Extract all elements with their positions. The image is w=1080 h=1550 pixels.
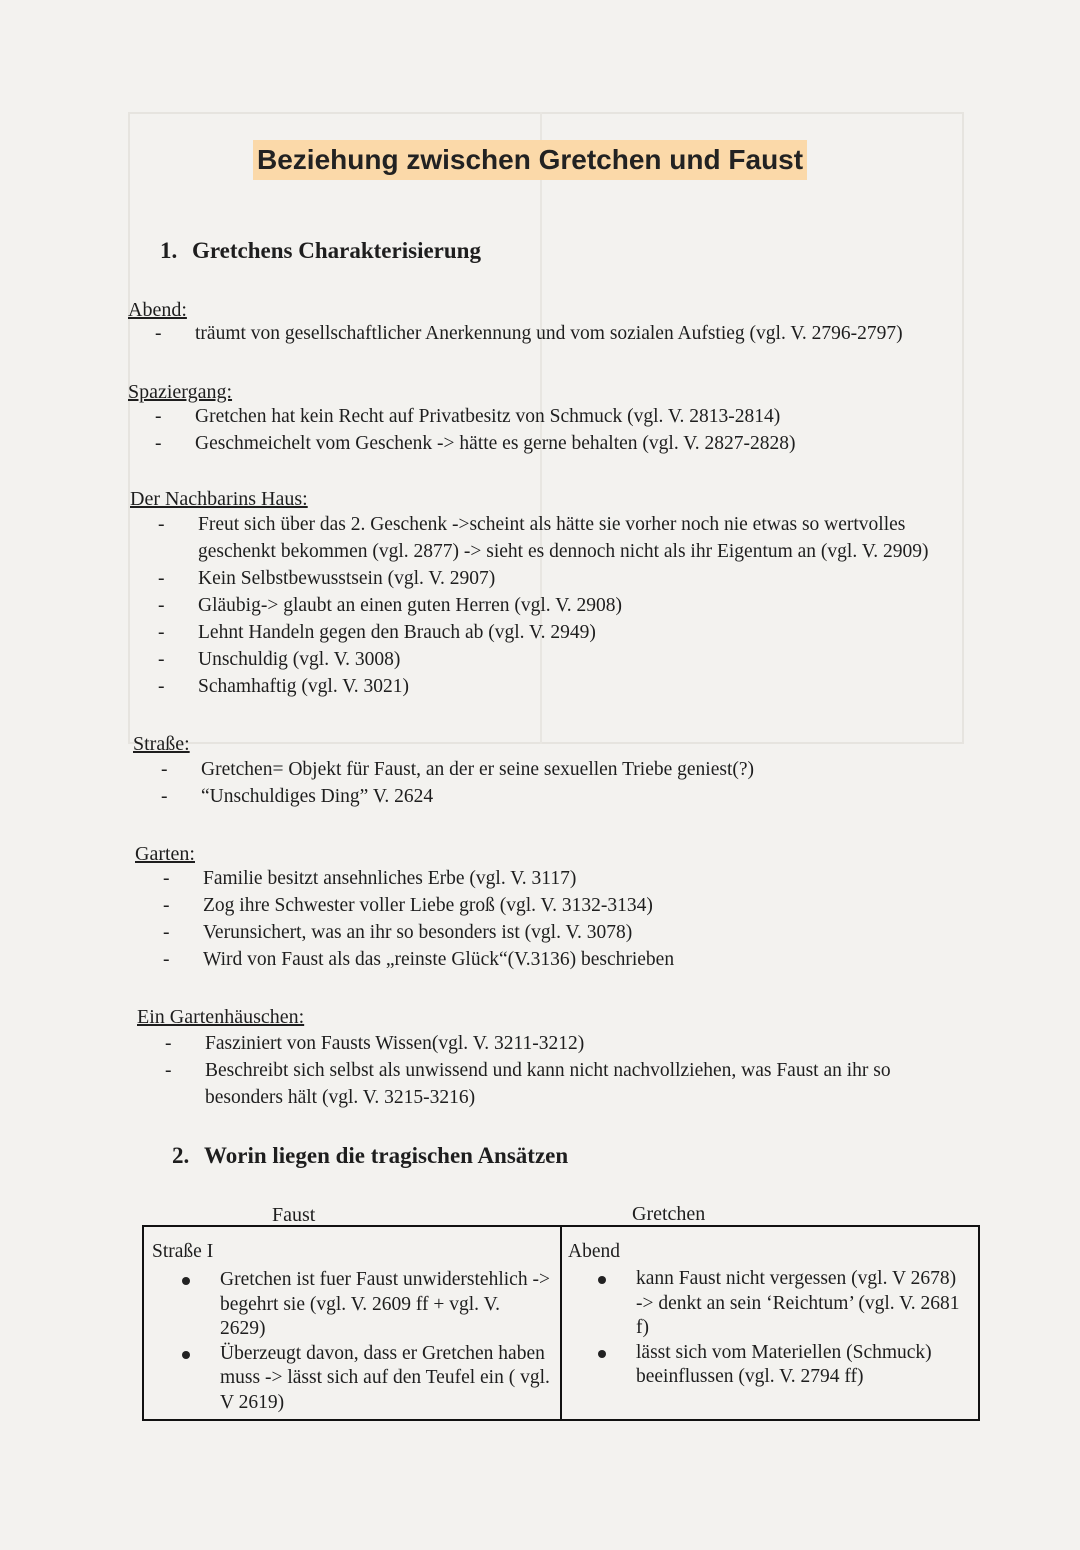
list-item: kann Faust nicht vergessen (vgl. V 2678) -> denkt an sein ‘Reichtum’ (vgl. V. 2681 f): [596, 1267, 966, 1341]
comparison-table: [142, 1225, 980, 1421]
group-list-gartenhaeuschen: [165, 1030, 935, 1111]
cell-list: [180, 1268, 550, 1415]
group-list-garten: [163, 865, 963, 973]
group-label-nachbarins-haus: Der Nachbarins Haus:: [130, 488, 308, 510]
group-list-strasse: [161, 756, 961, 810]
list-item: lässt sich vom Materiellen (Schmuck) beeinflussen (vgl. V. 2794 ff): [596, 1341, 966, 1390]
list-item: - Lehnt Handeln gegen den Brauch ab (vgl. V. 2949): [158, 619, 958, 646]
list-item: - Gläubig-> glaubt an einen guten Herren (vgl. V. 2908): [158, 592, 958, 619]
group-list-spaziergang: [155, 403, 975, 457]
group-label-abend: Abend:: [128, 299, 187, 321]
cell-title: Straße I: [152, 1241, 214, 1262]
list-item: - “Unschuldiges Ding” V. 2624: [161, 783, 961, 810]
list-item: - Kein Selbstbewusstsein (vgl. V. 2907): [158, 565, 958, 592]
column-label-faust: Faust: [272, 1204, 316, 1226]
section-2-heading: [172, 1143, 568, 1169]
list-item: - Freut sich über das 2. Geschenk ->scheint als hätte sie vorher noch nie etwas so wertvolles geschenkt bekommen (vgl. 2877) -> sieht es dennoch nicht als ihr Eigentum an (vgl. V. 2909): [158, 511, 958, 565]
list-item: - Verunsichert, was an ihr so besonders ist (vgl. V. 3078): [163, 919, 963, 946]
column-label-gretchen: Gretchen: [632, 1203, 706, 1225]
section-1-title: Gretchens Charakterisierung: [192, 238, 481, 263]
table-cell-faust: [144, 1227, 562, 1419]
list-item: - Zog ihre Schwester voller Liebe groß (vgl. V. 3132-3134): [163, 892, 963, 919]
group-label-gartenhaeuschen: Ein Gartenhäuschen:: [137, 1006, 305, 1028]
section-2-number: 2.: [172, 1143, 190, 1168]
list-item: - Geschmeichelt vom Geschenk -> hätte es gerne behalten (vgl. V. 2827-2828): [155, 430, 975, 457]
list-item: - träumt von gesellschaftlicher Anerkennung und vom sozialen Aufstieg (vgl. V. 2796-2797): [155, 320, 975, 347]
list-item: - Familie besitzt ansehnliches Erbe (vgl. V. 3117): [163, 865, 963, 892]
section-2-title: Worin liegen die tragischen Ansätzen: [204, 1143, 569, 1168]
list-item: - Gretchen= Objekt für Faust, an der er seine sexuellen Triebe geniest(?): [161, 756, 961, 783]
list-item: - Wird von Faust als das „reinste Glück“(V.3136) beschrieben: [163, 946, 963, 973]
section-1-heading: [160, 238, 481, 264]
group-label-garten: Garten:: [135, 843, 195, 865]
list-item: - Schamhaftig (vgl. V. 3021): [158, 673, 958, 700]
group-list-abend: [155, 320, 975, 347]
cell-list: [596, 1267, 966, 1390]
group-list-nachbarins-haus: [158, 511, 958, 700]
list-item: Gretchen ist fuer Faust unwiderstehlich -> begehrt sie (vgl. V. 2609 ff + vgl. V. 2629): [180, 1268, 550, 1342]
list-item: - Beschreibt sich selbst als unwissend und kann nicht nachvollziehen, was Faust an ihr so besonders hält (vgl. V. 3215-3216): [165, 1057, 935, 1111]
list-item: Überzeugt davon, dass er Gretchen haben muss -> lässt sich auf den Teufel ein ( vgl. V 2619): [180, 1342, 550, 1416]
table-cell-gretchen: [562, 1227, 978, 1419]
section-1-number: 1.: [160, 238, 178, 263]
list-item: - Unschuldig (vgl. V. 3008): [158, 646, 958, 673]
group-label-spaziergang: Spaziergang:: [128, 381, 233, 403]
group-label-strasse: Straße:: [133, 733, 190, 755]
cell-title: Abend: [568, 1241, 620, 1262]
list-item: - Gretchen hat kein Recht auf Privatbesitz von Schmuck (vgl. V. 2813-2814): [155, 403, 975, 430]
page-title: Beziehung zwischen Gretchen und Faust: [253, 140, 807, 180]
list-item: - Fasziniert von Fausts Wissen(vgl. V. 3211-3212): [165, 1030, 935, 1057]
